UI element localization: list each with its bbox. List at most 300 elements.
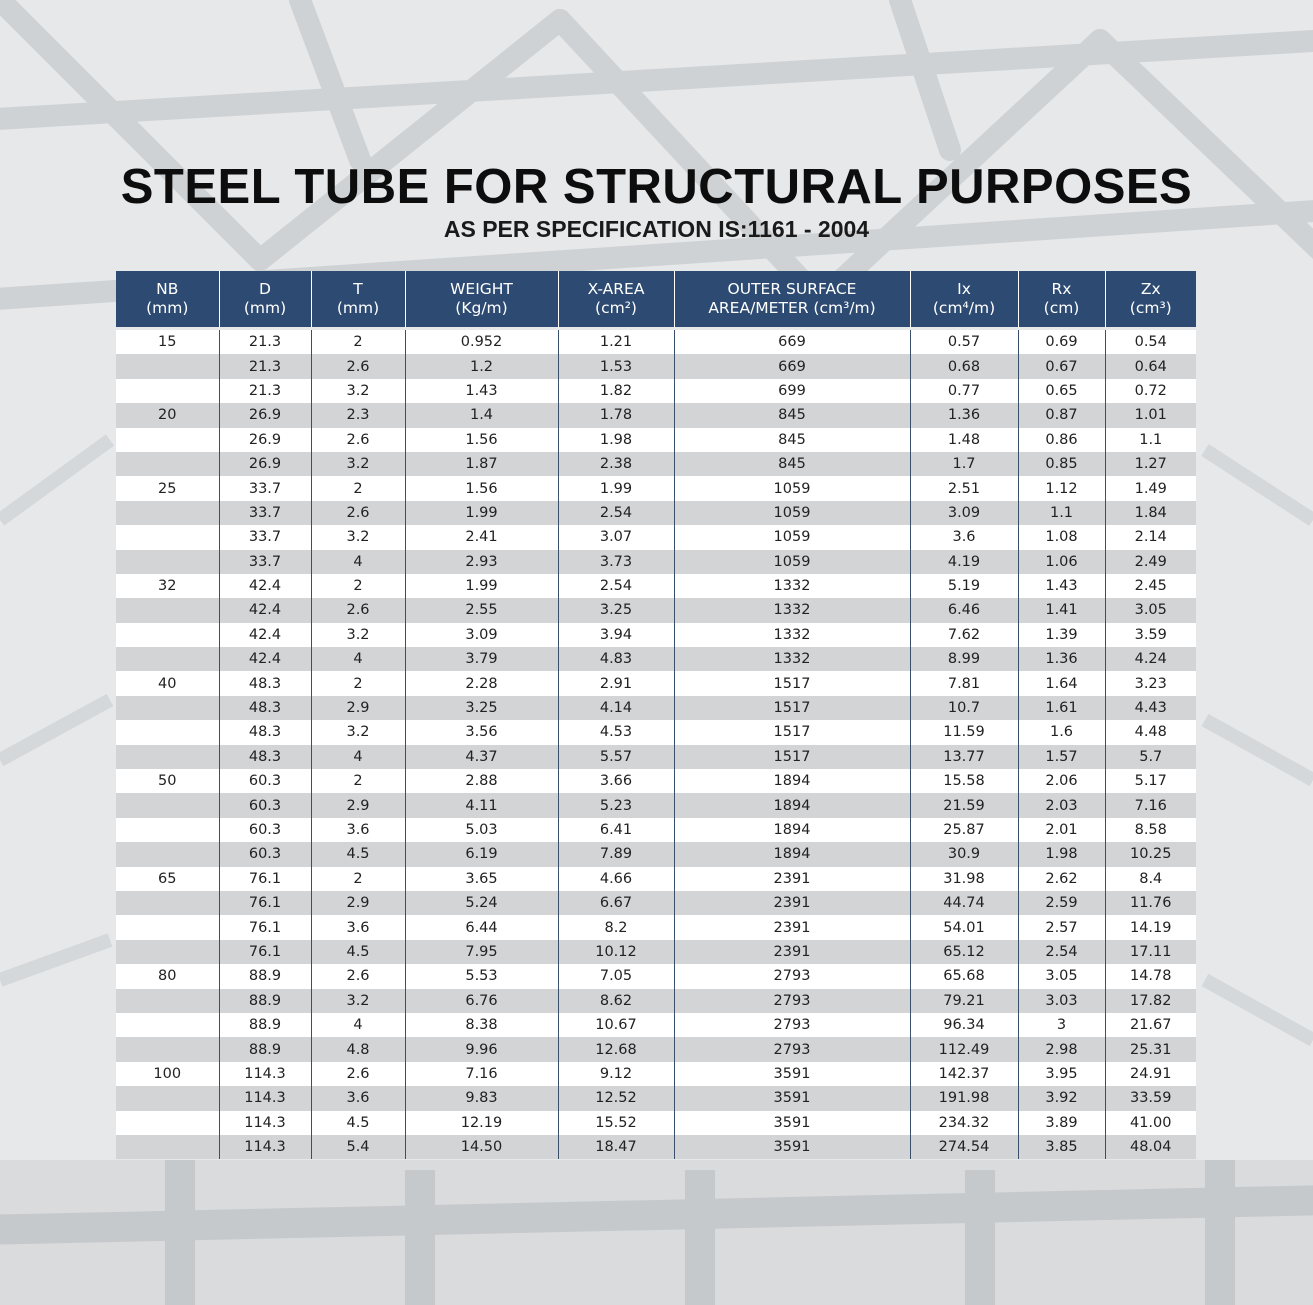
cell-rx: 3.92 — [1018, 1086, 1105, 1110]
cell-rx: 1.64 — [1018, 671, 1105, 695]
cell-weight: 2.55 — [405, 598, 558, 622]
cell-outer-surface-area: 1517 — [674, 696, 910, 720]
cell-zx: 8.4 — [1105, 867, 1196, 891]
cell-nb — [116, 1111, 219, 1135]
cell-outer-surface-area: 845 — [674, 428, 910, 452]
cell-nb: 50 — [116, 769, 219, 793]
cell-outer-surface-area: 1517 — [674, 720, 910, 744]
cell-d: 33.7 — [219, 550, 311, 574]
cell-ix: 96.34 — [910, 1013, 1018, 1037]
cell-ix: 21.59 — [910, 793, 1018, 817]
cell-x-area: 10.67 — [558, 1013, 674, 1037]
cell-x-area: 6.67 — [558, 891, 674, 915]
table-header — [116, 271, 1196, 330]
cell-nb: 65 — [116, 867, 219, 891]
cell-t: 4 — [311, 550, 405, 574]
cell-t: 2.3 — [311, 403, 405, 427]
cell-d: 48.3 — [219, 671, 311, 695]
cell-d: 88.9 — [219, 1037, 311, 1061]
cell-t: 3.2 — [311, 623, 405, 647]
cell-d: 48.3 — [219, 745, 311, 769]
cell-x-area: 5.23 — [558, 793, 674, 817]
cell-rx: 2.57 — [1018, 915, 1105, 939]
col-header-x-area — [558, 271, 674, 327]
cell-zx: 4.24 — [1105, 647, 1196, 671]
col-header-unit: (mm) — [146, 299, 189, 317]
cell-zx: 3.05 — [1105, 598, 1196, 622]
cell-weight: 0.952 — [405, 330, 558, 354]
cell-d: 76.1 — [219, 867, 311, 891]
cell-weight: 3.56 — [405, 720, 558, 744]
cell-zx: 5.17 — [1105, 769, 1196, 793]
cell-outer-surface-area: 2793 — [674, 1013, 910, 1037]
cell-rx: 0.85 — [1018, 452, 1105, 476]
cell-rx: 2.01 — [1018, 818, 1105, 842]
cell-rx: 1.39 — [1018, 623, 1105, 647]
cell-outer-surface-area: 845 — [674, 403, 910, 427]
cell-t: 3.6 — [311, 915, 405, 939]
cell-zx: 1.27 — [1105, 452, 1196, 476]
cell-t: 4.8 — [311, 1037, 405, 1061]
cell-nb — [116, 1086, 219, 1110]
cell-d: 21.3 — [219, 354, 311, 378]
cell-ix: 25.87 — [910, 818, 1018, 842]
cell-outer-surface-area: 1332 — [674, 623, 910, 647]
cell-nb — [116, 891, 219, 915]
cell-x-area: 12.68 — [558, 1037, 674, 1061]
cell-d: 42.4 — [219, 647, 311, 671]
cell-ix: 7.62 — [910, 623, 1018, 647]
cell-zx: 1.49 — [1105, 476, 1196, 500]
cell-ix: 1.7 — [910, 452, 1018, 476]
cell-nb — [116, 1037, 219, 1061]
cell-nb — [116, 525, 219, 549]
cell-t: 2.9 — [311, 793, 405, 817]
steel-tube-spec-table — [116, 271, 1196, 1159]
cell-t: 2.6 — [311, 354, 405, 378]
col-header-label: X-AREA — [587, 280, 645, 298]
cell-nb: 20 — [116, 403, 219, 427]
cell-rx: 1.12 — [1018, 476, 1105, 500]
cell-zx: 33.59 — [1105, 1086, 1196, 1110]
table-row — [116, 1086, 1196, 1110]
cell-ix: 2.51 — [910, 476, 1018, 500]
cell-outer-surface-area: 1059 — [674, 525, 910, 549]
cell-outer-surface-area: 2391 — [674, 915, 910, 939]
table-row — [116, 1135, 1196, 1159]
cell-weight: 1.2 — [405, 354, 558, 378]
cell-rx: 1.57 — [1018, 745, 1105, 769]
table-row — [116, 476, 1196, 500]
cell-rx: 2.54 — [1018, 940, 1105, 964]
cell-outer-surface-area: 2793 — [674, 1037, 910, 1061]
table-row — [116, 354, 1196, 378]
cell-zx: 1.1 — [1105, 428, 1196, 452]
cell-d: 26.9 — [219, 452, 311, 476]
cell-weight: 1.56 — [405, 476, 558, 500]
page-title: STEEL TUBE FOR STRUCTURAL PURPOSES — [120, 160, 1193, 214]
cell-t: 4 — [311, 745, 405, 769]
cell-zx: 11.76 — [1105, 891, 1196, 915]
cell-ix: 44.74 — [910, 891, 1018, 915]
table-row — [116, 1062, 1196, 1086]
cell-outer-surface-area: 699 — [674, 379, 910, 403]
cell-rx: 1.41 — [1018, 598, 1105, 622]
col-header-unit: (cm²) — [595, 299, 637, 317]
cell-outer-surface-area: 845 — [674, 452, 910, 476]
cell-d: 33.7 — [219, 525, 311, 549]
cell-d: 88.9 — [219, 1013, 311, 1037]
cell-rx: 3.03 — [1018, 989, 1105, 1013]
cell-nb: 32 — [116, 574, 219, 598]
table-row — [116, 598, 1196, 622]
table-row — [116, 501, 1196, 525]
cell-d: 60.3 — [219, 769, 311, 793]
cell-ix: 3.09 — [910, 501, 1018, 525]
cell-zx: 17.82 — [1105, 989, 1196, 1013]
cell-t: 3.6 — [311, 818, 405, 842]
cell-zx: 14.19 — [1105, 915, 1196, 939]
cell-weight: 5.03 — [405, 818, 558, 842]
table-row — [116, 745, 1196, 769]
cell-rx: 3.89 — [1018, 1111, 1105, 1135]
cell-nb — [116, 793, 219, 817]
cell-t: 2.9 — [311, 891, 405, 915]
col-header-label: WEIGHT — [450, 280, 513, 298]
cell-nb: 25 — [116, 476, 219, 500]
cell-weight: 5.24 — [405, 891, 558, 915]
cell-weight: 2.88 — [405, 769, 558, 793]
cell-weight: 1.99 — [405, 501, 558, 525]
cell-rx: 0.86 — [1018, 428, 1105, 452]
cell-weight: 7.16 — [405, 1062, 558, 1086]
cell-ix: 142.37 — [910, 1062, 1018, 1086]
col-header-unit: AREA/METER (cm³/m) — [708, 299, 876, 317]
cell-weight: 1.4 — [405, 403, 558, 427]
table-row — [116, 915, 1196, 939]
cell-rx: 1.43 — [1018, 574, 1105, 598]
cell-ix: 234.32 — [910, 1111, 1018, 1135]
cell-zx: 8.58 — [1105, 818, 1196, 842]
cell-x-area: 1.82 — [558, 379, 674, 403]
cell-x-area: 4.53 — [558, 720, 674, 744]
cell-t: 2 — [311, 476, 405, 500]
header-row — [116, 271, 1196, 327]
table-row — [116, 818, 1196, 842]
cell-d: 33.7 — [219, 501, 311, 525]
cell-d: 60.3 — [219, 818, 311, 842]
table-row — [116, 842, 1196, 866]
cell-nb — [116, 989, 219, 1013]
col-header-label: D — [259, 280, 271, 298]
cell-outer-surface-area: 3591 — [674, 1086, 910, 1110]
col-header-unit: (Kg/m) — [455, 299, 508, 317]
cell-rx: 1.36 — [1018, 647, 1105, 671]
cell-x-area: 1.53 — [558, 354, 674, 378]
cell-t: 2 — [311, 330, 405, 354]
cell-x-area: 8.62 — [558, 989, 674, 1013]
cell-t: 5.4 — [311, 1135, 405, 1159]
col-header-label: Ix — [957, 280, 971, 298]
cell-x-area: 1.21 — [558, 330, 674, 354]
cell-d: 33.7 — [219, 476, 311, 500]
cell-d: 76.1 — [219, 915, 311, 939]
cell-d: 88.9 — [219, 989, 311, 1013]
cell-ix: 10.7 — [910, 696, 1018, 720]
cell-zx: 2.14 — [1105, 525, 1196, 549]
cell-zx: 17.11 — [1105, 940, 1196, 964]
cell-weight: 2.28 — [405, 671, 558, 695]
cell-rx: 3 — [1018, 1013, 1105, 1037]
col-header-unit: (cm³) — [1129, 299, 1172, 317]
cell-d: 21.3 — [219, 330, 311, 354]
cell-zx: 0.54 — [1105, 330, 1196, 354]
cell-x-area: 1.78 — [558, 403, 674, 427]
cell-weight: 9.83 — [405, 1086, 558, 1110]
cell-ix: 6.46 — [910, 598, 1018, 622]
cell-zx: 3.23 — [1105, 671, 1196, 695]
cell-d: 26.9 — [219, 403, 311, 427]
cell-t: 2.6 — [311, 964, 405, 988]
col-header-d — [219, 271, 311, 327]
cell-t: 3.2 — [311, 379, 405, 403]
cell-x-area: 3.66 — [558, 769, 674, 793]
cell-x-area: 2.54 — [558, 574, 674, 598]
cell-d: 114.3 — [219, 1062, 311, 1086]
cell-zx: 14.78 — [1105, 964, 1196, 988]
table-row — [116, 330, 1196, 354]
cell-rx: 3.05 — [1018, 964, 1105, 988]
cell-x-area: 9.12 — [558, 1062, 674, 1086]
cell-outer-surface-area: 3591 — [674, 1111, 910, 1135]
cell-weight: 4.11 — [405, 793, 558, 817]
cell-t: 4.5 — [311, 940, 405, 964]
table-row — [116, 525, 1196, 549]
col-header-label: Zx — [1140, 280, 1161, 298]
cell-ix: 1.36 — [910, 403, 1018, 427]
cell-outer-surface-area: 1332 — [674, 574, 910, 598]
col-header-nb — [116, 271, 219, 327]
cell-t: 2.6 — [311, 1062, 405, 1086]
cell-nb — [116, 647, 219, 671]
cell-ix: 274.54 — [910, 1135, 1018, 1159]
cell-weight: 14.50 — [405, 1135, 558, 1159]
cell-weight: 6.76 — [405, 989, 558, 1013]
cell-d: 60.3 — [219, 842, 311, 866]
cell-nb — [116, 501, 219, 525]
cell-ix: 0.57 — [910, 330, 1018, 354]
cell-nb — [116, 452, 219, 476]
cell-ix: 54.01 — [910, 915, 1018, 939]
cell-t: 3.2 — [311, 452, 405, 476]
table-row — [116, 989, 1196, 1013]
cell-outer-surface-area: 669 — [674, 330, 910, 354]
cell-nb: 15 — [116, 330, 219, 354]
table-row — [116, 793, 1196, 817]
cell-t: 2.6 — [311, 598, 405, 622]
cell-weight: 1.56 — [405, 428, 558, 452]
table-row — [116, 1111, 1196, 1135]
cell-x-area: 3.07 — [558, 525, 674, 549]
cell-ix: 7.81 — [910, 671, 1018, 695]
table-row — [116, 1013, 1196, 1037]
table-row — [116, 867, 1196, 891]
cell-t: 2.6 — [311, 428, 405, 452]
col-header-unit: (cm⁴/m) — [932, 299, 996, 317]
cell-nb — [116, 428, 219, 452]
cell-ix: 0.68 — [910, 354, 1018, 378]
cell-rx: 1.61 — [1018, 696, 1105, 720]
cell-weight: 3.65 — [405, 867, 558, 891]
col-header-rx — [1018, 271, 1105, 327]
table-row — [116, 452, 1196, 476]
cell-x-area: 3.25 — [558, 598, 674, 622]
cell-x-area: 1.98 — [558, 428, 674, 452]
col-header-unit: (mm) — [336, 299, 380, 317]
cell-ix: 8.99 — [910, 647, 1018, 671]
cell-nb — [116, 598, 219, 622]
cell-weight: 8.38 — [405, 1013, 558, 1037]
cell-nb — [116, 818, 219, 842]
cell-x-area: 6.41 — [558, 818, 674, 842]
cell-zx: 25.31 — [1105, 1037, 1196, 1061]
cell-weight: 3.79 — [405, 647, 558, 671]
table-body — [116, 330, 1196, 1159]
col-header-label: OUTER SURFACE — [727, 280, 857, 298]
cell-x-area: 1.99 — [558, 476, 674, 500]
cell-rx: 2.62 — [1018, 867, 1105, 891]
cell-d: 88.9 — [219, 964, 311, 988]
cell-ix: 112.49 — [910, 1037, 1018, 1061]
cell-t: 3.2 — [311, 525, 405, 549]
cell-x-area: 2.38 — [558, 452, 674, 476]
cell-zx: 10.25 — [1105, 842, 1196, 866]
cell-zx: 41.00 — [1105, 1111, 1196, 1135]
cell-outer-surface-area: 1059 — [674, 501, 910, 525]
cell-x-area: 5.57 — [558, 745, 674, 769]
cell-nb — [116, 696, 219, 720]
cell-t: 3.6 — [311, 1086, 405, 1110]
cell-outer-surface-area: 2391 — [674, 867, 910, 891]
cell-d: 114.3 — [219, 1135, 311, 1159]
cell-x-area: 2.54 — [558, 501, 674, 525]
table-row — [116, 891, 1196, 915]
table-row — [116, 1037, 1196, 1061]
cell-outer-surface-area: 3591 — [674, 1062, 910, 1086]
cell-nb — [116, 354, 219, 378]
cell-ix: 30.9 — [910, 842, 1018, 866]
table-row — [116, 550, 1196, 574]
col-header-zx — [1105, 271, 1196, 327]
cell-rx: 2.59 — [1018, 891, 1105, 915]
cell-d: 48.3 — [219, 720, 311, 744]
cell-nb — [116, 720, 219, 744]
cell-ix: 5.19 — [910, 574, 1018, 598]
cell-x-area: 10.12 — [558, 940, 674, 964]
cell-nb — [116, 550, 219, 574]
cell-t: 2 — [311, 867, 405, 891]
cell-d: 21.3 — [219, 379, 311, 403]
col-header-unit: (mm) — [243, 299, 287, 317]
cell-d: 76.1 — [219, 940, 311, 964]
cell-rx: 1.06 — [1018, 550, 1105, 574]
cell-outer-surface-area: 1517 — [674, 671, 910, 695]
cell-ix: 79.21 — [910, 989, 1018, 1013]
cell-weight: 3.25 — [405, 696, 558, 720]
cell-ix: 15.58 — [910, 769, 1018, 793]
table-row — [116, 671, 1196, 695]
cell-zx: 24.91 — [1105, 1062, 1196, 1086]
table-row — [116, 647, 1196, 671]
col-header-label: Rx — [1051, 280, 1072, 298]
table-row — [116, 964, 1196, 988]
cell-weight: 9.96 — [405, 1037, 558, 1061]
cell-outer-surface-area: 669 — [674, 354, 910, 378]
cell-t: 4.5 — [311, 1111, 405, 1135]
page-subtitle: AS PER SPECIFICATION IS:1161 - 2004 — [443, 216, 870, 242]
table-row — [116, 940, 1196, 964]
cell-outer-surface-area: 2391 — [674, 891, 910, 915]
cell-zx: 0.72 — [1105, 379, 1196, 403]
cell-outer-surface-area: 1059 — [674, 476, 910, 500]
cell-weight: 5.53 — [405, 964, 558, 988]
table-row — [116, 623, 1196, 647]
cell-outer-surface-area: 1894 — [674, 769, 910, 793]
cell-weight: 1.99 — [405, 574, 558, 598]
cell-ix: 11.59 — [910, 720, 1018, 744]
cell-weight: 6.44 — [405, 915, 558, 939]
cell-nb — [116, 940, 219, 964]
cell-outer-surface-area: 2793 — [674, 989, 910, 1013]
cell-rx: 3.95 — [1018, 1062, 1105, 1086]
cell-rx: 1.6 — [1018, 720, 1105, 744]
cell-outer-surface-area: 1332 — [674, 647, 910, 671]
cell-outer-surface-area: 3591 — [674, 1135, 910, 1159]
cell-t: 2 — [311, 769, 405, 793]
cell-ix: 65.12 — [910, 940, 1018, 964]
cell-rx: 3.85 — [1018, 1135, 1105, 1159]
cell-weight: 1.87 — [405, 452, 558, 476]
cell-zx: 48.04 — [1105, 1135, 1196, 1159]
cell-nb — [116, 379, 219, 403]
cell-ix: 31.98 — [910, 867, 1018, 891]
cell-nb — [116, 915, 219, 939]
cell-ix: 13.77 — [910, 745, 1018, 769]
cell-zx: 5.7 — [1105, 745, 1196, 769]
cell-weight: 1.43 — [405, 379, 558, 403]
cell-d: 114.3 — [219, 1111, 311, 1135]
cell-weight: 2.41 — [405, 525, 558, 549]
col-header-label: T — [353, 280, 363, 298]
cell-zx: 1.01 — [1105, 403, 1196, 427]
cell-ix: 0.77 — [910, 379, 1018, 403]
cell-weight: 6.19 — [405, 842, 558, 866]
col-header-weight — [405, 271, 558, 327]
cell-zx: 4.48 — [1105, 720, 1196, 744]
cell-rx: 0.65 — [1018, 379, 1105, 403]
cell-ix: 191.98 — [910, 1086, 1018, 1110]
table-row — [116, 720, 1196, 744]
cell-outer-surface-area: 2391 — [674, 940, 910, 964]
cell-d: 48.3 — [219, 696, 311, 720]
cell-x-area: 2.91 — [558, 671, 674, 695]
cell-nb — [116, 623, 219, 647]
cell-d: 42.4 — [219, 623, 311, 647]
cell-t: 2.9 — [311, 696, 405, 720]
cell-t: 4 — [311, 1013, 405, 1037]
cell-outer-surface-area: 1517 — [674, 745, 910, 769]
cell-zx: 4.43 — [1105, 696, 1196, 720]
